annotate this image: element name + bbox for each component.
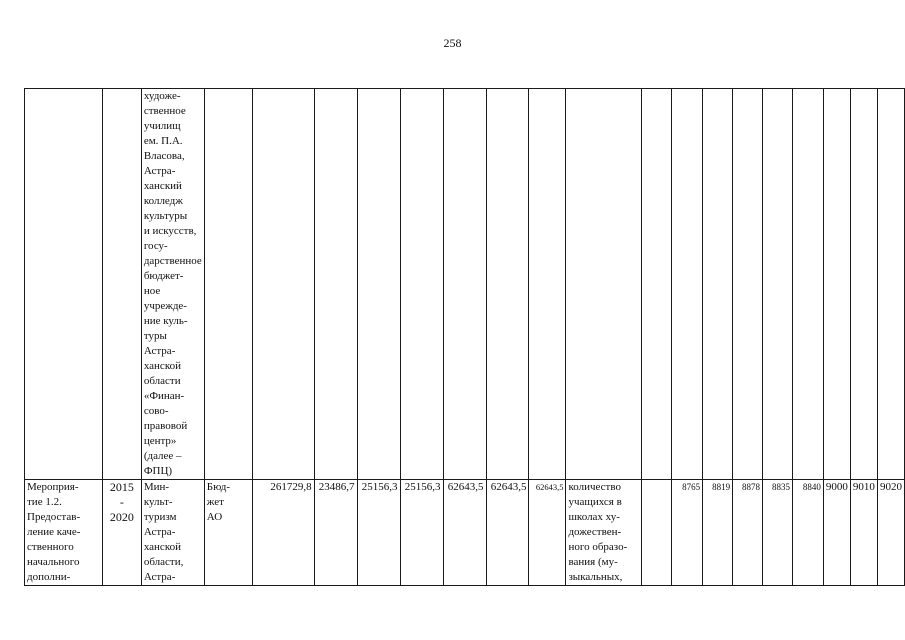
cell-empty	[357, 89, 400, 480]
cell-total-amount: 261729,8	[252, 480, 314, 586]
cell-indicator-value: 8819	[703, 480, 733, 586]
cell-empty	[703, 89, 733, 480]
cell-funding-source: Бюд- жет АО	[204, 480, 252, 586]
cell-indicator-value: 8878	[733, 480, 763, 586]
cell-year-amount: 62643,5	[486, 480, 529, 586]
cell-year-amount: 62643,5	[443, 480, 486, 586]
cell-indicator-value: 9000	[823, 480, 850, 586]
cell-period: 2015 - 2020	[102, 480, 141, 586]
cell-executor: Мин- культ- туризм Астра- ханской области, Астра-	[141, 480, 204, 586]
program-table	[24, 88, 905, 586]
cell-empty	[529, 89, 566, 480]
cell-empty	[642, 89, 672, 480]
cell-empty	[823, 89, 850, 480]
cell-measure: Мероприя- тие 1.2. Предостав- ление каче- ственного начального дополни-	[25, 480, 103, 586]
cell-year-amount: 25156,3	[400, 480, 443, 586]
cell-measure-empty	[25, 89, 103, 480]
cell-empty	[763, 89, 793, 480]
cell-executor-text: художе- ственное училищ ем. П.А. Власова, Астра- ханский колледж культуры и искусств, госу- дарственное бюджет- ное учрежде- ние куль- туры Астра- ханской области «Финан- сово- правовой центр» (далее – ФПЦ)	[141, 89, 204, 480]
page-number: 258	[443, 36, 462, 50]
table-row	[25, 480, 905, 586]
cell-indicator-value: 9010	[850, 480, 877, 586]
cell-empty	[672, 89, 703, 480]
cell-empty	[443, 89, 486, 480]
cell-indicator-value: 8840	[792, 480, 823, 586]
cell-indicator: количество учащихся в школах ху- дожествен- ного образо- вания (му- зыкальных,	[566, 480, 642, 586]
cell-empty	[792, 89, 823, 480]
cell-empty	[252, 89, 314, 480]
cell-empty	[733, 89, 763, 480]
cell-empty	[314, 89, 357, 480]
table-row	[25, 89, 905, 480]
cell-empty	[850, 89, 877, 480]
cell-year-amount: 23486,7	[314, 480, 357, 586]
cell-empty	[877, 89, 904, 480]
cell-empty	[642, 480, 672, 586]
cell-indicator-value: 8835	[763, 480, 793, 586]
cell-period-empty	[102, 89, 141, 480]
cell-empty	[204, 89, 252, 480]
cell-empty	[486, 89, 529, 480]
cell-empty	[566, 89, 642, 480]
cell-year-amount: 62643,5	[529, 480, 566, 586]
cell-indicator-value: 8765	[672, 480, 703, 586]
cell-indicator-value: 9020	[877, 480, 904, 586]
cell-year-amount: 25156,3	[357, 480, 400, 586]
cell-empty	[400, 89, 443, 480]
